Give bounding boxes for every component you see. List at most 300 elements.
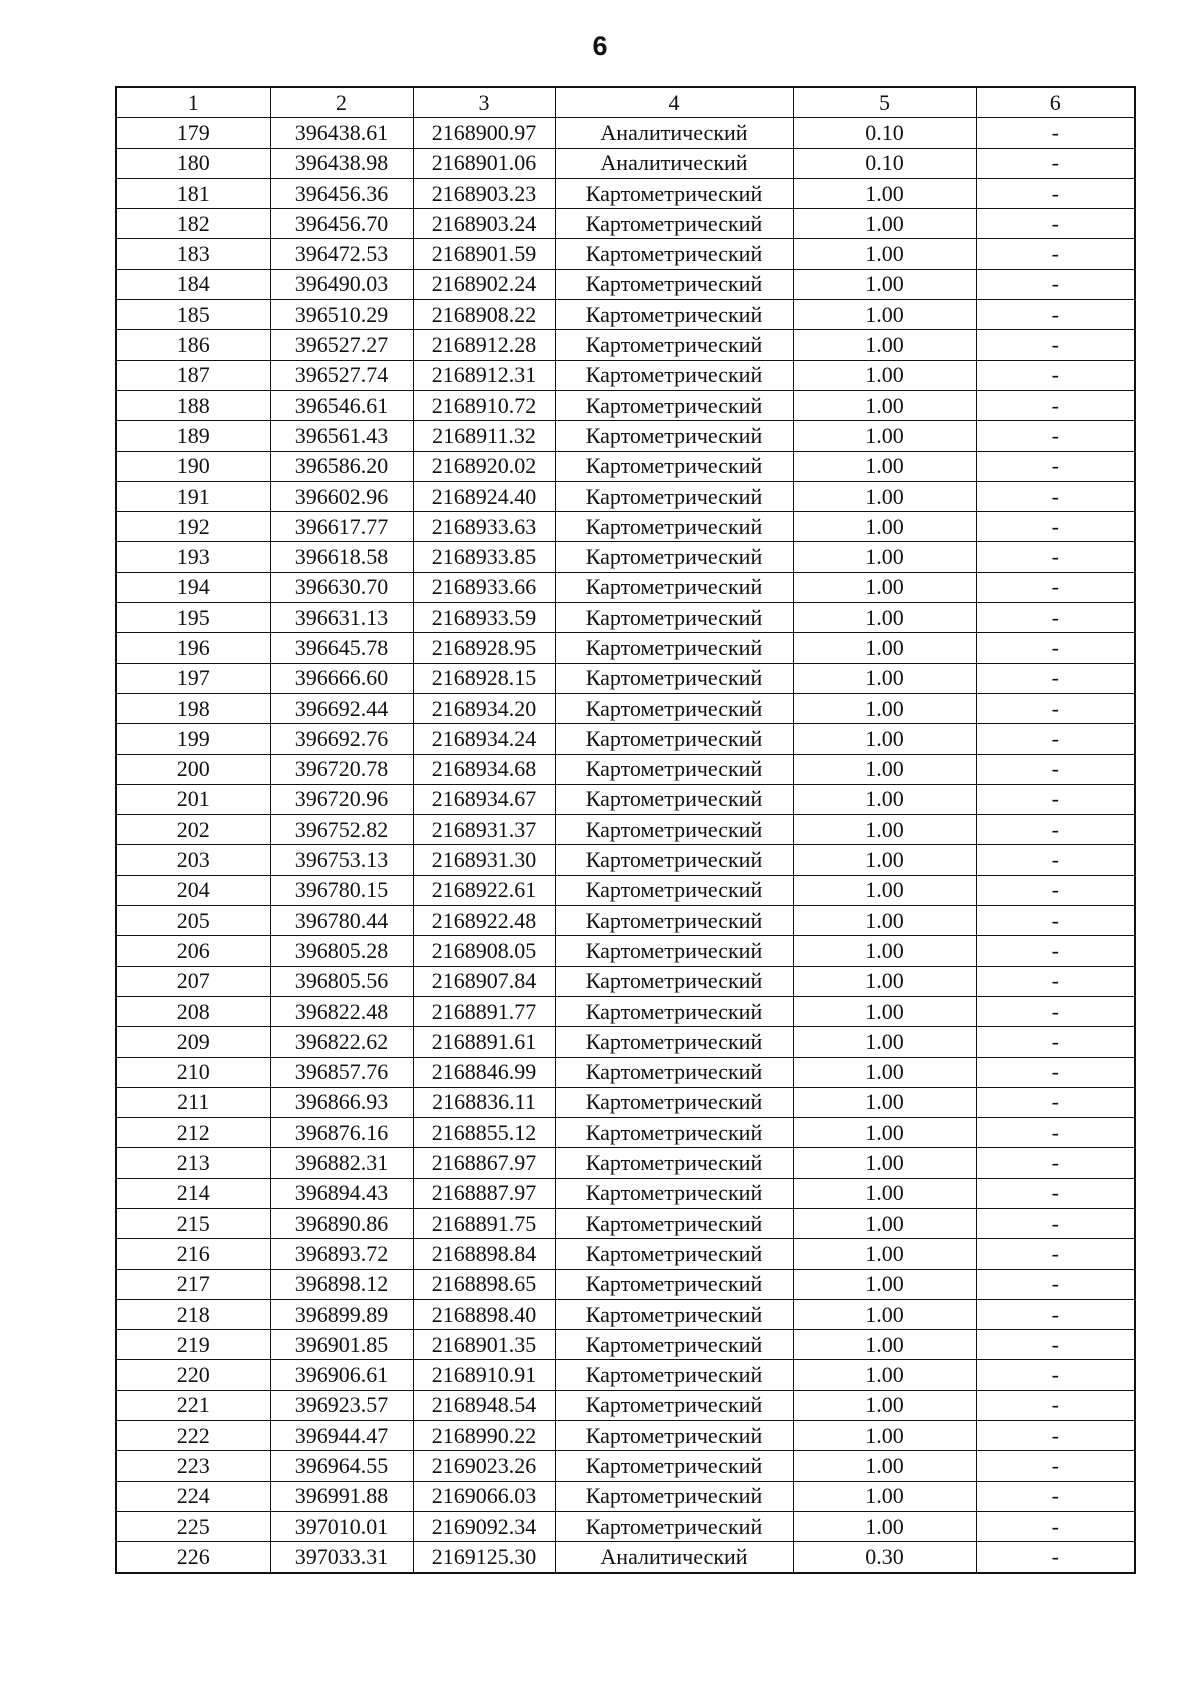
x-coordinate-cell: 396438.98: [270, 148, 413, 178]
accuracy-cell: 1.00: [793, 1057, 976, 1087]
x-coordinate-cell: 396720.96: [270, 784, 413, 814]
x-coordinate-cell: 396923.57: [270, 1390, 413, 1420]
method-cell: Аналитический: [555, 1542, 793, 1573]
table-row: [116, 845, 1135, 875]
method-cell: Картометрический: [555, 815, 793, 845]
method-cell: Картометрический: [555, 1360, 793, 1390]
table-row: [116, 1208, 1135, 1238]
note-cell: -: [976, 1542, 1135, 1573]
table-row: [116, 1269, 1135, 1299]
point-number-cell: 197: [116, 663, 270, 693]
accuracy-cell: 1.00: [793, 875, 976, 905]
x-coordinate-cell: 396857.76: [270, 1057, 413, 1087]
method-cell: Картометрический: [555, 1390, 793, 1420]
table-row: [116, 1360, 1135, 1390]
table-row: [116, 1421, 1135, 1451]
x-coordinate-cell: 396866.93: [270, 1087, 413, 1117]
y-coordinate-cell: 2168898.84: [413, 1239, 555, 1269]
note-cell: -: [976, 966, 1135, 996]
accuracy-cell: 1.00: [793, 269, 976, 299]
note-cell: -: [976, 1421, 1135, 1451]
point-number-cell: 192: [116, 512, 270, 542]
accuracy-cell: 1.00: [793, 815, 976, 845]
point-number-cell: 214: [116, 1178, 270, 1208]
accuracy-cell: 1.00: [793, 1360, 976, 1390]
x-coordinate-cell: 397010.01: [270, 1511, 413, 1541]
y-coordinate-cell: 2168907.84: [413, 966, 555, 996]
x-coordinate-cell: 396894.43: [270, 1178, 413, 1208]
point-number-cell: 211: [116, 1087, 270, 1117]
x-coordinate-cell: 396893.72: [270, 1239, 413, 1269]
accuracy-cell: 1.00: [793, 1481, 976, 1511]
accuracy-cell: 1.00: [793, 966, 976, 996]
point-number-cell: 180: [116, 148, 270, 178]
table-row: [116, 1330, 1135, 1360]
y-coordinate-cell: 2169125.30: [413, 1542, 555, 1573]
table-row: [116, 1481, 1135, 1511]
x-coordinate-cell: 396780.44: [270, 906, 413, 936]
x-coordinate-cell: 396752.82: [270, 815, 413, 845]
table-row: [116, 906, 1135, 936]
x-coordinate-cell: 396882.31: [270, 1148, 413, 1178]
note-cell: -: [976, 360, 1135, 390]
y-coordinate-cell: 2168934.67: [413, 784, 555, 814]
note-cell: -: [976, 815, 1135, 845]
x-coordinate-cell: 396876.16: [270, 1118, 413, 1148]
table-row: [116, 1087, 1135, 1117]
method-cell: Картометрический: [555, 572, 793, 602]
note-cell: -: [976, 178, 1135, 208]
point-number-cell: 179: [116, 118, 270, 148]
table-row: [116, 996, 1135, 1026]
point-number-cell: 205: [116, 906, 270, 936]
note-cell: -: [976, 269, 1135, 299]
y-coordinate-cell: 2168922.48: [413, 906, 555, 936]
point-number-cell: 225: [116, 1511, 270, 1541]
x-coordinate-cell: 396456.36: [270, 178, 413, 208]
page-number: 6: [592, 31, 608, 61]
point-number-cell: 186: [116, 330, 270, 360]
method-cell: Картометрический: [555, 784, 793, 814]
note-cell: -: [976, 1299, 1135, 1329]
point-number-cell: 187: [116, 360, 270, 390]
point-number-cell: 222: [116, 1421, 270, 1451]
point-number-cell: 189: [116, 421, 270, 451]
method-cell: Картометрический: [555, 633, 793, 663]
y-coordinate-cell: 2168891.75: [413, 1208, 555, 1238]
table-row: [116, 421, 1135, 451]
note-cell: -: [976, 633, 1135, 663]
y-coordinate-cell: 2168887.97: [413, 1178, 555, 1208]
note-cell: -: [976, 845, 1135, 875]
method-cell: Картометрический: [555, 1178, 793, 1208]
x-coordinate-cell: 396822.62: [270, 1027, 413, 1057]
accuracy-cell: 1.00: [793, 663, 976, 693]
accuracy-cell: 1.00: [793, 1178, 976, 1208]
accuracy-cell: 1.00: [793, 724, 976, 754]
accuracy-cell: 1.00: [793, 996, 976, 1026]
accuracy-cell: 1.00: [793, 330, 976, 360]
point-number-cell: 188: [116, 390, 270, 420]
method-cell: Картометрический: [555, 1511, 793, 1541]
table-row: [116, 1118, 1135, 1148]
method-cell: Картометрический: [555, 936, 793, 966]
x-coordinate-cell: 396666.60: [270, 663, 413, 693]
note-cell: -: [976, 1087, 1135, 1117]
accuracy-cell: 1.00: [793, 1027, 976, 1057]
table-row: [116, 875, 1135, 905]
y-coordinate-cell: 2168912.31: [413, 360, 555, 390]
y-coordinate-cell: 2168933.85: [413, 542, 555, 572]
table-row: [116, 178, 1135, 208]
y-coordinate-cell: 2168911.32: [413, 421, 555, 451]
point-number-cell: 184: [116, 269, 270, 299]
point-number-cell: 212: [116, 1118, 270, 1148]
method-cell: Картометрический: [555, 330, 793, 360]
point-number-cell: 213: [116, 1148, 270, 1178]
point-number-cell: 182: [116, 209, 270, 239]
method-cell: Картометрический: [555, 390, 793, 420]
table-row: [116, 724, 1135, 754]
accuracy-cell: 1.00: [793, 936, 976, 966]
x-coordinate-cell: 396472.53: [270, 239, 413, 269]
x-coordinate-cell: 396901.85: [270, 1330, 413, 1360]
method-cell: Картометрический: [555, 1148, 793, 1178]
accuracy-cell: 1.00: [793, 1421, 976, 1451]
note-cell: -: [976, 1178, 1135, 1208]
accuracy-cell: 1.00: [793, 451, 976, 481]
table-body: [116, 118, 1135, 1573]
note-cell: -: [976, 1269, 1135, 1299]
note-cell: -: [976, 1027, 1135, 1057]
y-coordinate-cell: 2168902.24: [413, 269, 555, 299]
x-coordinate-cell: 396645.78: [270, 633, 413, 663]
point-number-cell: 200: [116, 754, 270, 784]
table-row: [116, 148, 1135, 178]
x-coordinate-cell: 396692.44: [270, 693, 413, 723]
table-row: [116, 1027, 1135, 1057]
x-coordinate-cell: 396510.29: [270, 300, 413, 330]
y-coordinate-cell: 2168908.22: [413, 300, 555, 330]
accuracy-cell: 1.00: [793, 754, 976, 784]
point-number-cell: 198: [116, 693, 270, 723]
y-coordinate-cell: 2168836.11: [413, 1087, 555, 1117]
x-coordinate-cell: 396890.86: [270, 1208, 413, 1238]
accuracy-cell: 1.00: [793, 178, 976, 208]
y-coordinate-cell: 2168948.54: [413, 1390, 555, 1420]
point-number-cell: 207: [116, 966, 270, 996]
y-coordinate-cell: 2168933.66: [413, 572, 555, 602]
accuracy-cell: 1.00: [793, 300, 976, 330]
column-header: 1: [116, 87, 270, 118]
accuracy-cell: 1.00: [793, 1299, 976, 1329]
accuracy-cell: 1.00: [793, 1087, 976, 1117]
method-cell: Картометрический: [555, 1208, 793, 1238]
method-cell: Картометрический: [555, 209, 793, 239]
note-cell: -: [976, 390, 1135, 420]
note-cell: -: [976, 936, 1135, 966]
note-cell: -: [976, 239, 1135, 269]
y-coordinate-cell: 2168903.23: [413, 178, 555, 208]
x-coordinate-cell: 396617.77: [270, 512, 413, 542]
accuracy-cell: 1.00: [793, 512, 976, 542]
table-row: [116, 209, 1135, 239]
x-coordinate-cell: 396944.47: [270, 1421, 413, 1451]
point-number-cell: 191: [116, 481, 270, 511]
y-coordinate-cell: 2168928.95: [413, 633, 555, 663]
point-number-cell: 220: [116, 1360, 270, 1390]
x-coordinate-cell: 396720.78: [270, 754, 413, 784]
note-cell: -: [976, 1390, 1135, 1420]
note-cell: -: [976, 1239, 1135, 1269]
x-coordinate-cell: 396906.61: [270, 1360, 413, 1390]
method-cell: Картометрический: [555, 451, 793, 481]
accuracy-cell: 1.00: [793, 481, 976, 511]
accuracy-cell: 1.00: [793, 360, 976, 390]
y-coordinate-cell: 2168867.97: [413, 1148, 555, 1178]
y-coordinate-cell: 2168922.61: [413, 875, 555, 905]
y-coordinate-cell: 2168928.15: [413, 663, 555, 693]
accuracy-cell: 1.00: [793, 845, 976, 875]
note-cell: -: [976, 481, 1135, 511]
table-row: [116, 390, 1135, 420]
note-cell: -: [976, 1511, 1135, 1541]
method-cell: Картометрический: [555, 1481, 793, 1511]
table-row: [116, 239, 1135, 269]
accuracy-cell: 1.00: [793, 542, 976, 572]
table-row: [116, 1239, 1135, 1269]
note-cell: -: [976, 451, 1135, 481]
point-number-cell: 190: [116, 451, 270, 481]
note-cell: -: [976, 996, 1135, 1026]
x-coordinate-cell: 396631.13: [270, 603, 413, 633]
method-cell: Картометрический: [555, 724, 793, 754]
column-header: 5: [793, 87, 976, 118]
method-cell: Картометрический: [555, 1057, 793, 1087]
y-coordinate-cell: 2168910.91: [413, 1360, 555, 1390]
table-row: [116, 1299, 1135, 1329]
x-coordinate-cell: 396602.96: [270, 481, 413, 511]
accuracy-cell: 1.00: [793, 784, 976, 814]
point-number-cell: 221: [116, 1390, 270, 1420]
table-row: [116, 966, 1135, 996]
note-cell: -: [976, 1330, 1135, 1360]
table-row: [116, 1057, 1135, 1087]
x-coordinate-cell: 396805.56: [270, 966, 413, 996]
method-cell: Картометрический: [555, 845, 793, 875]
x-coordinate-cell: 397033.31: [270, 1542, 413, 1573]
point-number-cell: 183: [116, 239, 270, 269]
table-row: [116, 693, 1135, 723]
table-row: [116, 118, 1135, 148]
note-cell: -: [976, 784, 1135, 814]
point-number-cell: 209: [116, 1027, 270, 1057]
table-row: [116, 1451, 1135, 1481]
note-cell: -: [976, 542, 1135, 572]
note-cell: -: [976, 875, 1135, 905]
x-coordinate-cell: 396586.20: [270, 451, 413, 481]
note-cell: -: [976, 209, 1135, 239]
x-coordinate-cell: 396490.03: [270, 269, 413, 299]
x-coordinate-cell: 396753.13: [270, 845, 413, 875]
point-number-cell: 217: [116, 1269, 270, 1299]
method-cell: Картометрический: [555, 1421, 793, 1451]
y-coordinate-cell: 2169066.03: [413, 1481, 555, 1511]
method-cell: Картометрический: [555, 1239, 793, 1269]
table-row: [116, 300, 1135, 330]
note-cell: -: [976, 663, 1135, 693]
note-cell: -: [976, 754, 1135, 784]
accuracy-cell: 1.00: [793, 693, 976, 723]
point-number-cell: 210: [116, 1057, 270, 1087]
accuracy-cell: 1.00: [793, 1239, 976, 1269]
accuracy-cell: 1.00: [793, 1118, 976, 1148]
method-cell: Картометрический: [555, 239, 793, 269]
column-header: 4: [555, 87, 793, 118]
accuracy-cell: 0.10: [793, 148, 976, 178]
y-coordinate-cell: 2168910.72: [413, 390, 555, 420]
coordinates-table: [115, 86, 1136, 1574]
accuracy-cell: 1.00: [793, 1511, 976, 1541]
y-coordinate-cell: 2168990.22: [413, 1421, 555, 1451]
table-row: [116, 330, 1135, 360]
table-row: [116, 1511, 1135, 1541]
method-cell: Аналитический: [555, 118, 793, 148]
y-coordinate-cell: 2168901.59: [413, 239, 555, 269]
method-cell: Картометрический: [555, 1451, 793, 1481]
y-coordinate-cell: 2168934.20: [413, 693, 555, 723]
note-cell: -: [976, 572, 1135, 602]
x-coordinate-cell: 396780.15: [270, 875, 413, 905]
point-number-cell: 196: [116, 633, 270, 663]
y-coordinate-cell: 2168931.37: [413, 815, 555, 845]
method-cell: Картометрический: [555, 754, 793, 784]
accuracy-cell: 1.00: [793, 1148, 976, 1178]
note-cell: -: [976, 1057, 1135, 1087]
note-cell: -: [976, 1360, 1135, 1390]
point-number-cell: 185: [116, 300, 270, 330]
point-number-cell: 223: [116, 1451, 270, 1481]
y-coordinate-cell: 2168908.05: [413, 936, 555, 966]
y-coordinate-cell: 2168924.40: [413, 481, 555, 511]
method-cell: Картометрический: [555, 1087, 793, 1117]
x-coordinate-cell: 396692.76: [270, 724, 413, 754]
table-row: [116, 1178, 1135, 1208]
x-coordinate-cell: 396546.61: [270, 390, 413, 420]
accuracy-cell: 1.00: [793, 1451, 976, 1481]
y-coordinate-cell: 2168891.61: [413, 1027, 555, 1057]
point-number-cell: 181: [116, 178, 270, 208]
y-coordinate-cell: 2168933.59: [413, 603, 555, 633]
accuracy-cell: 1.00: [793, 1269, 976, 1299]
accuracy-cell: 1.00: [793, 1390, 976, 1420]
accuracy-cell: 1.00: [793, 209, 976, 239]
point-number-cell: 199: [116, 724, 270, 754]
accuracy-cell: 1.00: [793, 239, 976, 269]
table-row: [116, 512, 1135, 542]
point-number-cell: 203: [116, 845, 270, 875]
table-row: [116, 542, 1135, 572]
method-cell: Картометрический: [555, 512, 793, 542]
accuracy-cell: 1.00: [793, 572, 976, 602]
point-number-cell: 202: [116, 815, 270, 845]
y-coordinate-cell: 2168901.35: [413, 1330, 555, 1360]
method-cell: Картометрический: [555, 1269, 793, 1299]
note-cell: -: [976, 300, 1135, 330]
method-cell: Картометрический: [555, 996, 793, 1026]
accuracy-cell: 1.00: [793, 1330, 976, 1360]
x-coordinate-cell: 396527.27: [270, 330, 413, 360]
accuracy-cell: 1.00: [793, 390, 976, 420]
method-cell: Картометрический: [555, 663, 793, 693]
accuracy-cell: 0.10: [793, 118, 976, 148]
point-number-cell: 206: [116, 936, 270, 966]
note-cell: -: [976, 693, 1135, 723]
x-coordinate-cell: 396630.70: [270, 572, 413, 602]
accuracy-cell: 1.00: [793, 421, 976, 451]
method-cell: Картометрический: [555, 421, 793, 451]
x-coordinate-cell: 396822.48: [270, 996, 413, 1026]
method-cell: Картометрический: [555, 269, 793, 299]
method-cell: Картометрический: [555, 875, 793, 905]
point-number-cell: 226: [116, 1542, 270, 1573]
column-header: 3: [413, 87, 555, 118]
table-row: [116, 1542, 1135, 1573]
point-number-cell: 193: [116, 542, 270, 572]
x-coordinate-cell: 396438.61: [270, 118, 413, 148]
table-row: [116, 360, 1135, 390]
x-coordinate-cell: 396898.12: [270, 1269, 413, 1299]
method-cell: Картометрический: [555, 1027, 793, 1057]
point-number-cell: 204: [116, 875, 270, 905]
note-cell: -: [976, 421, 1135, 451]
y-coordinate-cell: 2168846.99: [413, 1057, 555, 1087]
y-coordinate-cell: 2168903.24: [413, 209, 555, 239]
note-cell: -: [976, 724, 1135, 754]
note-cell: -: [976, 603, 1135, 633]
y-coordinate-cell: 2168934.68: [413, 754, 555, 784]
table-row: [116, 936, 1135, 966]
point-number-cell: 194: [116, 572, 270, 602]
note-cell: -: [976, 1481, 1135, 1511]
table-row: [116, 1390, 1135, 1420]
column-header: 2: [270, 87, 413, 118]
table-row: [116, 572, 1135, 602]
y-coordinate-cell: 2169092.34: [413, 1511, 555, 1541]
accuracy-cell: 1.00: [793, 633, 976, 663]
table-header-row: [116, 87, 1135, 118]
y-coordinate-cell: 2168855.12: [413, 1118, 555, 1148]
method-cell: Картометрический: [555, 966, 793, 996]
note-cell: -: [976, 118, 1135, 148]
note-cell: -: [976, 1208, 1135, 1238]
y-coordinate-cell: 2168898.65: [413, 1269, 555, 1299]
table-row: [116, 481, 1135, 511]
accuracy-cell: 1.00: [793, 1208, 976, 1238]
y-coordinate-cell: 2168933.63: [413, 512, 555, 542]
accuracy-cell: 0.30: [793, 1542, 976, 1573]
method-cell: Картометрический: [555, 300, 793, 330]
y-coordinate-cell: 2169023.26: [413, 1451, 555, 1481]
point-number-cell: 201: [116, 784, 270, 814]
note-cell: -: [976, 1451, 1135, 1481]
note-cell: -: [976, 330, 1135, 360]
point-number-cell: 215: [116, 1208, 270, 1238]
method-cell: Картометрический: [555, 481, 793, 511]
point-number-cell: 218: [116, 1299, 270, 1329]
note-cell: -: [976, 1148, 1135, 1178]
y-coordinate-cell: 2168891.77: [413, 996, 555, 1026]
